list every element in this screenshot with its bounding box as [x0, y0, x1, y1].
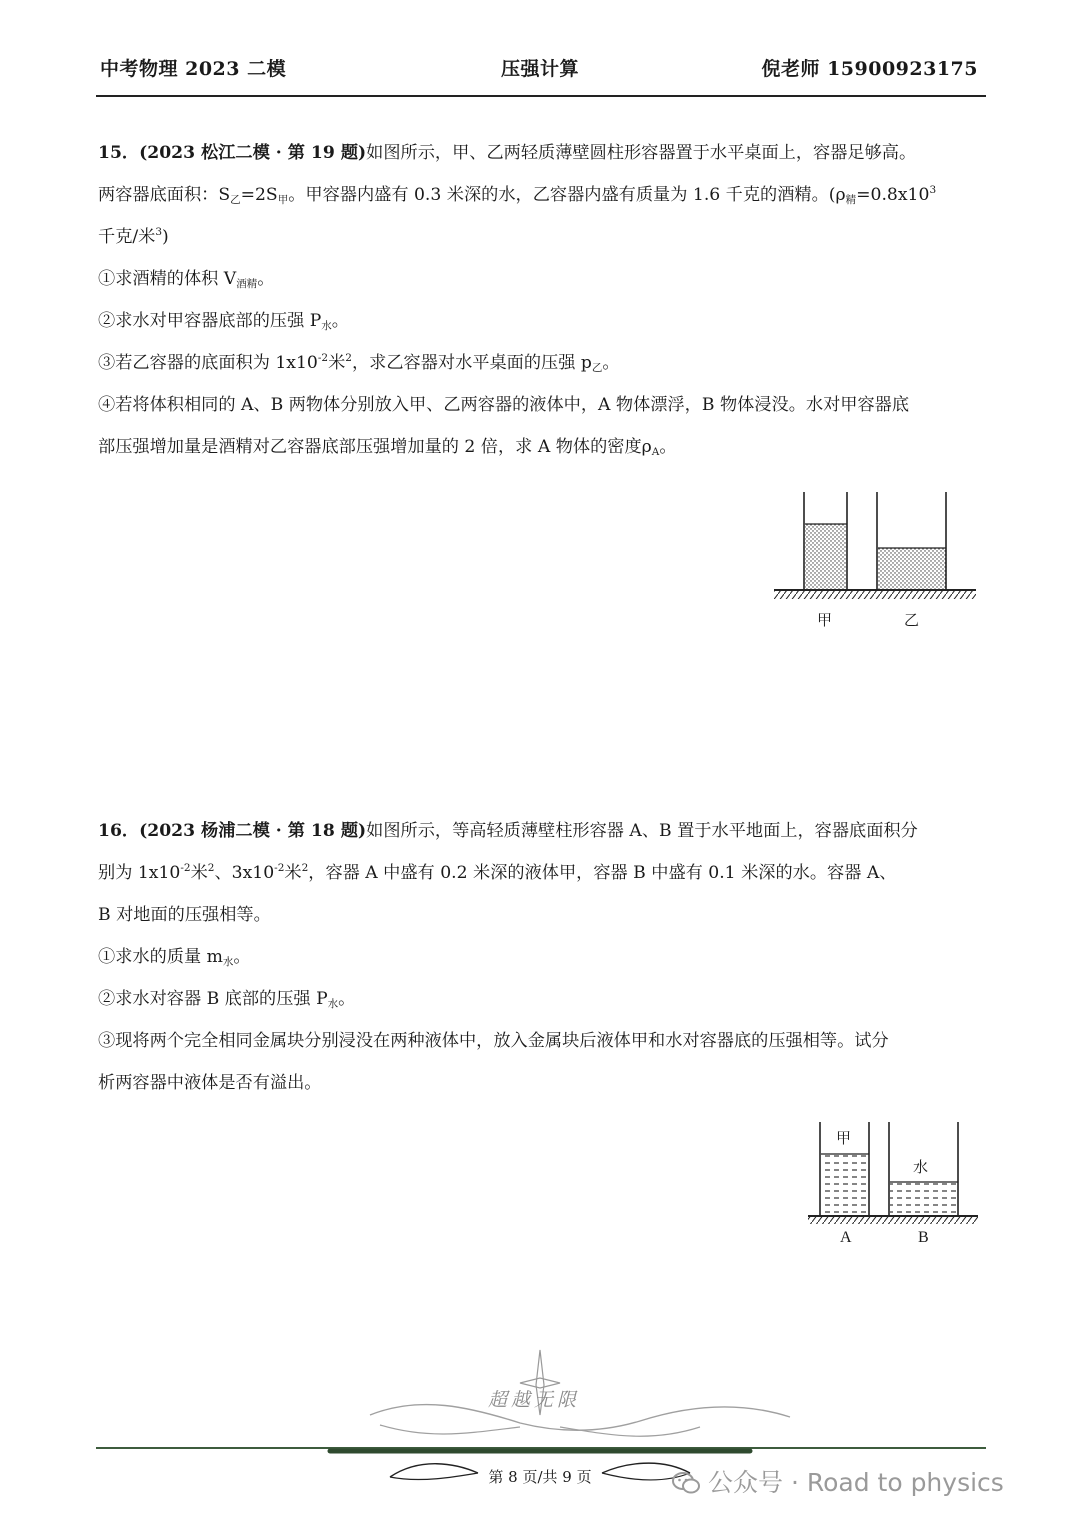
header-right-teacher: 倪老师 15900923175 [761, 58, 978, 80]
question-15 [98, 132, 984, 468]
q16-line2: 别为 $1x10^{-2}$米$^2$、$3x10^{-2}$米$^2$，容器 A 中盛有 0.2 米深的液体甲，容器 B 中盛有 0.1 米深的水。容器 A、 [98, 862, 897, 883]
q15-part4-line2: 部压强增加量是酒精对乙容器底部压强增加量的 2 倍，求 A 物体的密度$\rho_A$。 [98, 437, 677, 458]
q15-line3: 千克/米$^3$) [98, 226, 169, 247]
q15-label-jia: 甲 [817, 611, 833, 629]
q15-part1: ①求酒精的体积 $V_{酒精}$。 [98, 269, 275, 290]
q16-liquid-label-water: 水 [913, 1158, 929, 1176]
q16-line3: B 对地面的压强相等。 [98, 905, 271, 925]
q15-part2: ②求水对甲容器底部的压强 $P_水$。 [98, 311, 349, 332]
q15-line1: 15．(2023 松江二模 · 第 19 题)如图所示，甲、乙两轻质薄壁圆柱形容器置于水平桌面上，容器足够高。 [98, 143, 917, 163]
watermark-text: 公众号 · Road to physics [708, 1468, 1004, 1497]
q15-label-yi: 乙 [904, 611, 920, 629]
footer-logo-text: 超越无限 [488, 1389, 581, 1411]
wechat-icon [672, 1472, 700, 1494]
q16-part1: ①求水的质量 $m_水$。 [98, 947, 251, 968]
question-16 [98, 810, 984, 1104]
q15-part4-line1: ④若将体积相同的 A、B 两物体分别放入甲、乙两容器的液体中，A 物体漂浮，B 物体浸没。水对甲容器底 [98, 395, 910, 415]
q16-line1: 16．(2023 杨浦二模 · 第 18 题)如图所示，等高轻质薄壁柱形容器 A、B 置于水平地面上，容器底面积分 [98, 821, 918, 841]
q16-liquid-jia [821, 1154, 869, 1216]
q16-liquid-label-jia: 甲 [836, 1129, 852, 1147]
q16-label-b: B [918, 1229, 929, 1246]
watermark [672, 1463, 1004, 1499]
q16-part3-line1: ③现将两个完全相同金属块分别浸没在两种液体中，放入金属块后液体甲和水对容器底的压强相等。试分 [98, 1031, 889, 1051]
q15-line2: 两容器底面积：$S_乙=2S_甲$。甲容器内盛有 0.3 米深的水，乙容器内盛有质量为 1.6 千克的酒精。($\rho_精=0.8x10^3$ [98, 184, 937, 206]
q15-liquid-jia [805, 524, 847, 590]
q16-figure [806, 1118, 986, 1253]
header-center-title: 压强计算 [500, 58, 579, 80]
q16-liquid-water [890, 1182, 958, 1216]
q15-part3: ③若乙容器的底面积为 $1x10^{-2}$米$^2$，求乙容器对水平桌面的压强 $p_乙$。 [98, 352, 620, 374]
q15-title: 15．(2023 松江二模 · 第 19 题) [98, 143, 367, 163]
q16-part2: ②求水对容器 B 底部的压强 $P_水$。 [98, 989, 356, 1010]
footer-page-number: 第 8 页/共 9 页 [488, 1468, 592, 1486]
q15-liquid-yi [878, 548, 946, 590]
q15-figure [772, 490, 982, 635]
q16-part3-line2: 析两容器中液体是否有溢出。 [98, 1073, 322, 1093]
header-left-title: 中考物理 2023 二模 [100, 58, 287, 80]
q16-label-a: A [840, 1229, 852, 1246]
header-divider [96, 95, 986, 97]
q16-title: 16．(2023 杨浦二模 · 第 18 题) [98, 821, 367, 841]
